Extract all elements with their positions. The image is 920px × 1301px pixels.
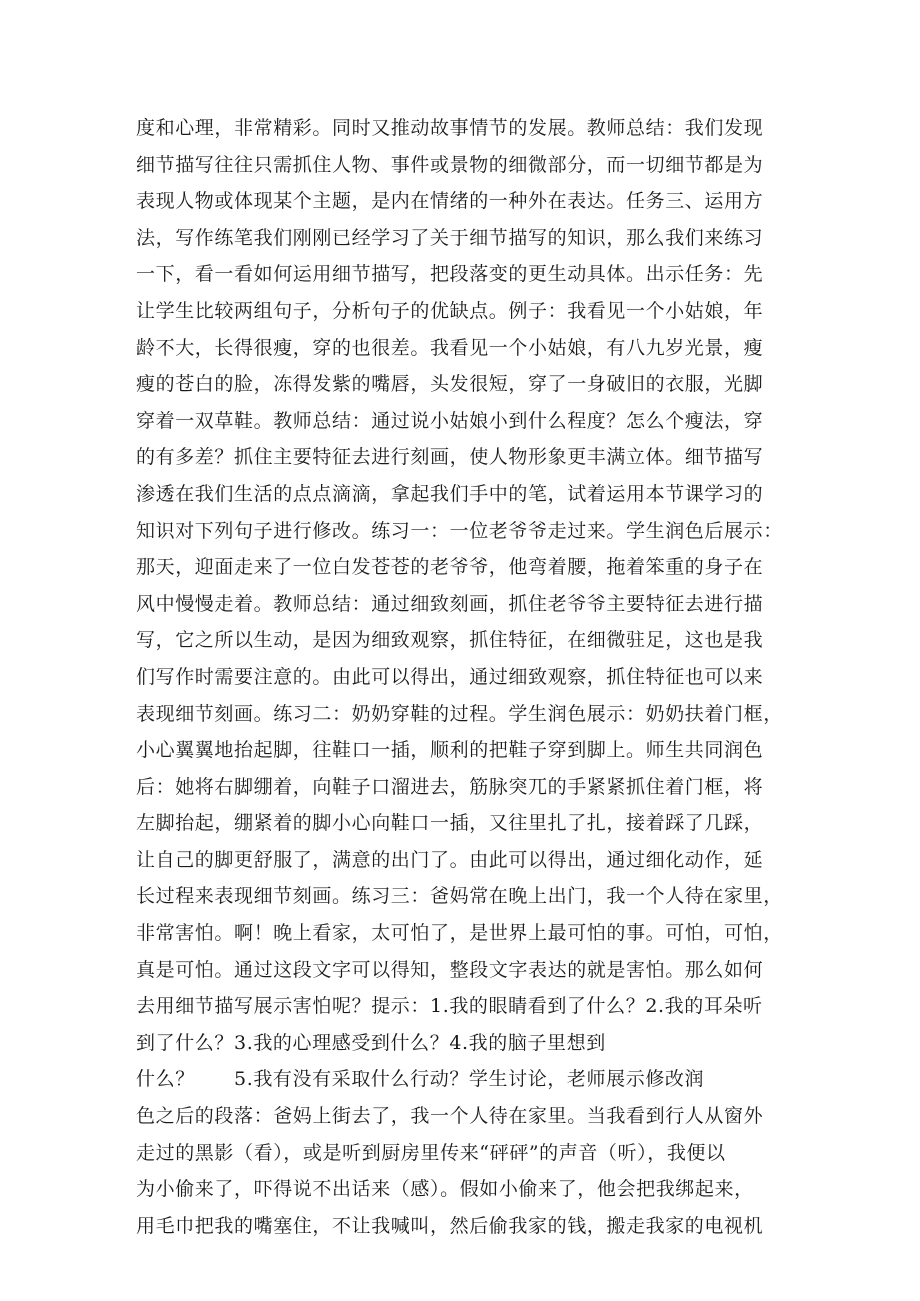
text-line: 一下，看一看如何运用细节描写，把段落变的更生动具体。出示任务：先 — [136, 263, 764, 286]
text-line: 为小偷来了，吓得说不出话来（感）。假如小偷来了，他会把我绑起来， — [136, 1178, 754, 1201]
text-line: 长过程来表现细节刻画。练习三：爸妈常在晚上出门，我一个人待在家里， — [136, 885, 783, 908]
text-line: 法，写作练笔我们刚刚已经学习了关于细节描写的知识，那么我们来练习 — [136, 226, 764, 249]
text-line: 们写作时需要注意的。由此可以得出，通过细致观察，抓住特征也可以来 — [136, 665, 764, 688]
text-line: 细节描写往往只需抓住人物、事件或景物的细微部分，而一切细节都是为 — [136, 153, 764, 176]
text-line: 表现人物或体现某个主题，是内在情绪的一种外在表达。任务三、运用方 — [136, 190, 764, 213]
text-line: 渗透在我们生活的点点滴滴，拿起我们手中的笔，试着运用本节课学习的 — [136, 482, 764, 505]
text-line: 小心翼翼地抬起脚，往鞋口一插，顺利的把鞋子穿到脚上。师生共同润色 — [136, 739, 764, 762]
text-line: 表现细节刻画。练习二：奶奶穿鞋的过程。学生润色展示：奶奶扶着门框， — [136, 702, 783, 725]
text-line: 度和心理，非常精彩。同时又推动故事情节的发展。教师总结：我们发现 — [136, 117, 764, 139]
text-line: 那天，迎面走来了一位白发苍苍的老爷爷，他弯着腰，拖着笨重的身子在 — [136, 556, 764, 579]
body-text — [136, 110, 796, 1244]
text-line: 走过的黑影（看），或是听到厨房里传来“砰砰”的声音（听），我便以 — [136, 1141, 726, 1164]
text-line: 让学生比较两组句子，分析句子的优缺点。例子：我看见一个小姑娘，年 — [136, 299, 764, 322]
text-line: 龄不大，长得很瘦，穿的也很差。我看见一个小姑娘，有八九岁光景，瘦 — [136, 336, 764, 359]
text-line: 知识对下列句子进行修改。练习一：一位老爷爷走过来。学生润色后展示： — [136, 519, 783, 542]
text-line: 让自己的脚更舒服了，满意的出门了。由此可以得出，通过细化动作，延 — [136, 848, 764, 871]
text-line: 风中慢慢走着。教师总结：通过细致刻画，抓住老爷爷主要特征去进行描 — [136, 592, 764, 615]
text-line: 非常害怕。啊！晚上看家，太可怕了，是世界上最可怕的事。可怕，可怕， — [136, 922, 783, 945]
text-line: 的有多差？抓住主要特征去进行刻画，使人物形象更丰满立体。细节描写 — [136, 446, 764, 469]
text-line: 什么？ 5.我有没有采取什么行动？学生讨论，老师展示修改润 — [136, 1068, 705, 1091]
text-line: 后：她将右脚绷着，向鞋子口溜进去，筋脉突兀的手紧紧抓住着门框，将 — [136, 775, 764, 798]
text-line: 色之后的段落：爸妈上街去了，我一个人待在家里。当我看到行人从窗外 — [136, 1105, 764, 1128]
text-line: 瘦的苍白的脸，冻得发紫的嘴唇，头发很短，穿了一身破旧的衣服，光脚 — [136, 373, 764, 396]
text-line: 写，它之所以生动，是因为细致观察，抓住特征，在细微驻足，这也是我 — [136, 629, 764, 652]
text-line: 真是可怕。通过这段文字可以得知，整段文字表达的就是害怕。那么如何 — [136, 958, 764, 981]
text-line: 左脚抬起，绷紧着的脚小心向鞋口一插，又往里扎了扎，接着踩了几踩， — [136, 812, 764, 835]
text-line: 到了什么？3.我的心理感受到什么？4.我的脑子里想到 — [136, 1031, 606, 1054]
text-line: 穿着一双草鞋。教师总结：通过说小姑娘小到什么程度？怎么个瘦法，穿 — [136, 409, 764, 432]
text-line: 去用细节描写展示害怕呢？提示：1.我的眼睛看到了什么？2.我的耳朵听 — [136, 995, 763, 1018]
text-line: 用毛巾把我的嘴塞住，不让我喊叫，然后偷我家的钱，搬走我家的电视机 — [136, 1214, 764, 1237]
